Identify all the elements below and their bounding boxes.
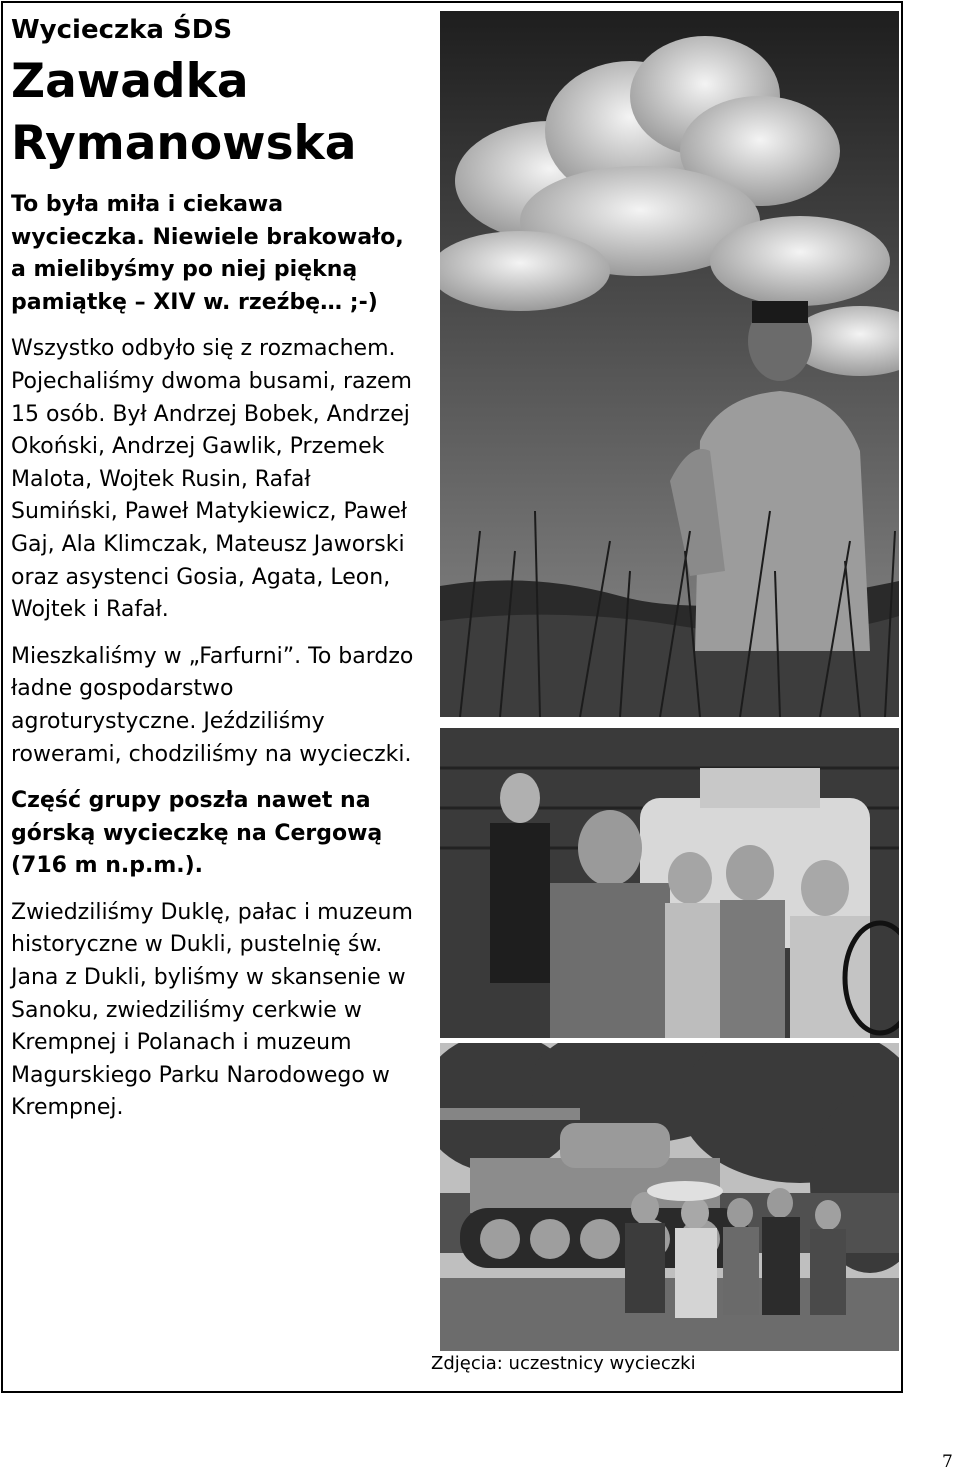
photo-caption: Zdjęcia: uczestnicy wycieczki — [431, 1353, 696, 1374]
photo-group-indoors — [440, 728, 899, 1038]
article-paragraph: Zwiedziliśmy Duklę, pałac i muzeum historyczne w Dukli, pustelnię św. Jana z Dukli, byliśmy w skansenie w Sanoku, zwiedziliśmy cerkwie w Krempnej i Polanach i muzeum Magurskiego Parku Narodowego w Krempnej. — [11, 899, 413, 1121]
article-kicker: Wycieczka ŚDS — [11, 15, 233, 45]
article-paragraph: Mieszkaliśmy w „Farfurni”. To bardzo ładne gospodarstwo agroturystyczne. Jeździliśmy rowerami, chodziliśmy na wycieczki. — [11, 643, 414, 767]
article-title-line: Rymanowska — [11, 116, 357, 171]
article-paragraph: Wszystko odbyło się z rozmachem. Pojechaliśmy dwoma busami, razem 15 osób. Był Andrzej Bobek, Andrzej Okoński, Andrzej Gawlik, Przemek Malota, Wojtek Rusin, Rafał Sumiński, Paweł Matykiewicz, Paweł Gaj, Ala Klimczak, Mateusz Jaworski oraz asystenci Gosia, Agata, Leon, Wojtek i Rafał. — [11, 336, 412, 623]
photo-group-indoors-image — [440, 728, 899, 1038]
photo-man-in-field-image — [440, 11, 899, 717]
article-title — [11, 51, 423, 175]
article-frame — [1, 1, 903, 1393]
article-paragraph-bold: Część grupy poszła nawet na górską wycieczkę na Cergową (716 m n.p.m.). — [11, 788, 383, 879]
article-text-column — [11, 11, 423, 1139]
photo-man-in-field — [440, 11, 899, 717]
photo-group-with-tank-image — [440, 1043, 899, 1351]
article-title-line: Zawadka — [11, 54, 249, 109]
page-number: 7 — [942, 1452, 953, 1472]
photo-group-with-tank — [440, 1043, 899, 1351]
article-lead: To była miła i ciekawa wycieczka. Niewiele brakowało, a mielibyśmy po niej piękną pamiątkę – XIV w. rzeźbę… ;-) — [11, 192, 404, 315]
